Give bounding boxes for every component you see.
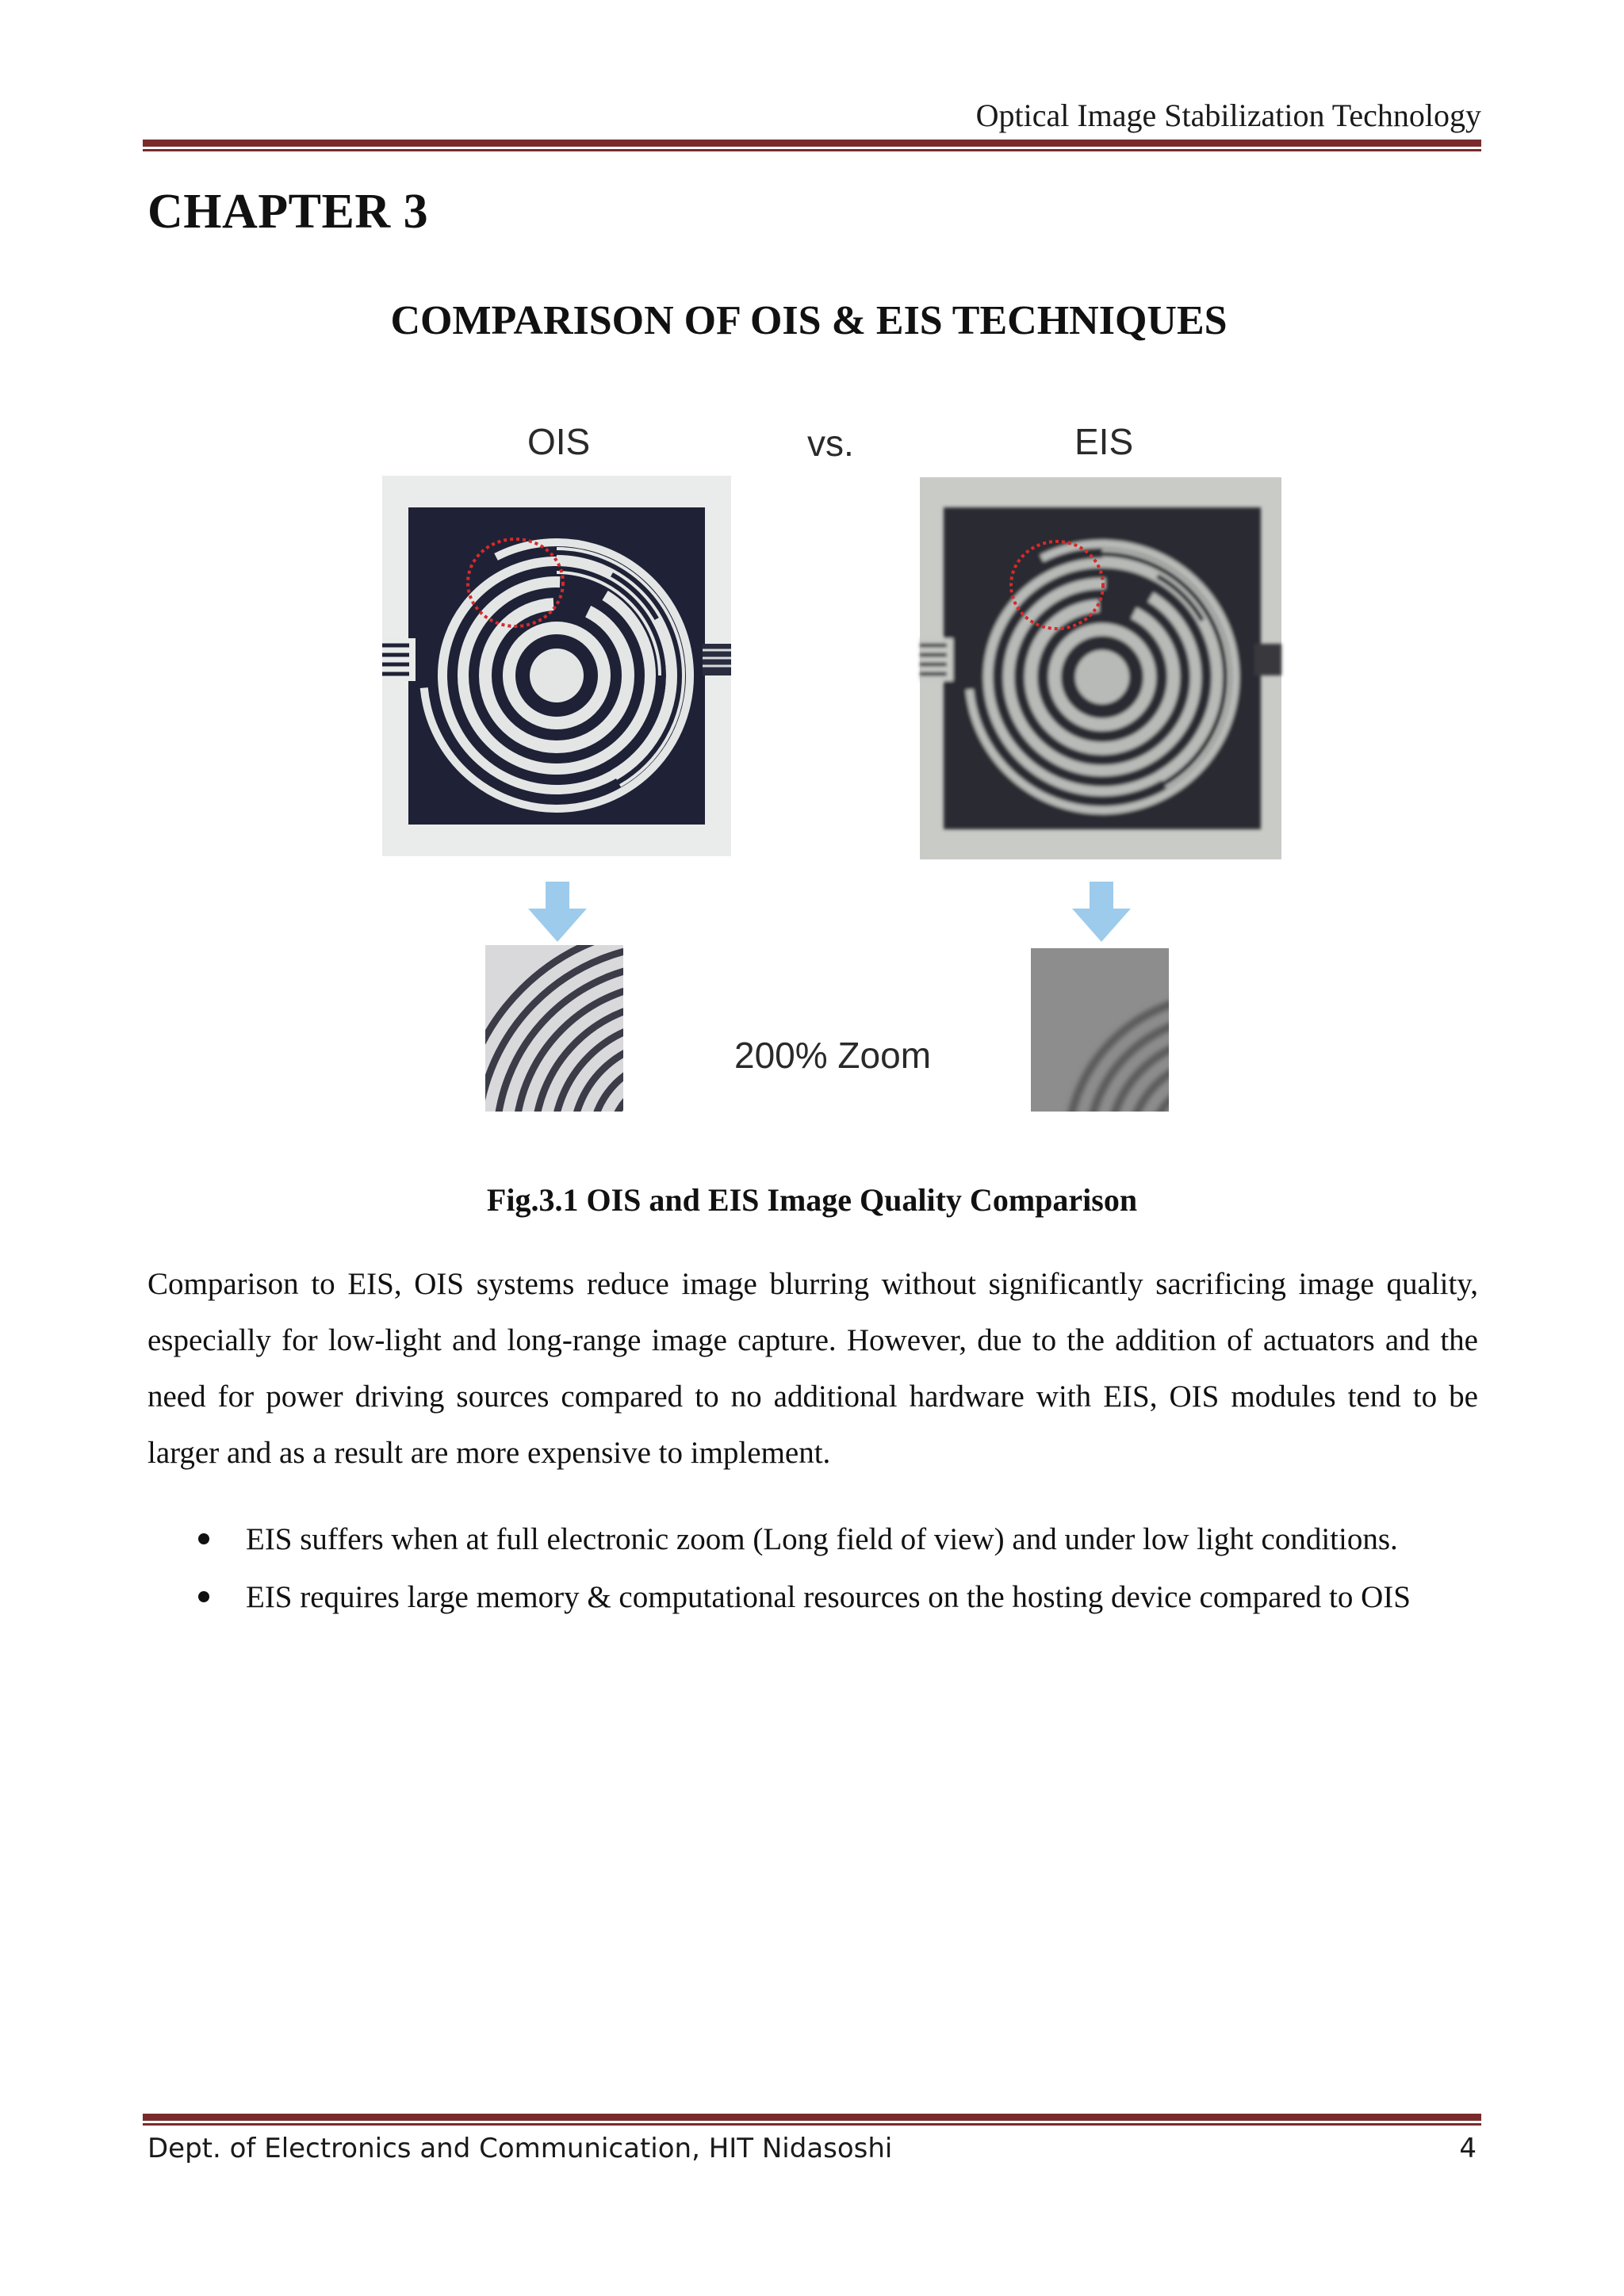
figure-label-vs: vs. [807,423,854,464]
ois-zoom-crop [458,926,890,1126]
footer-rule [143,2114,1481,2126]
bullet-text: EIS requires large memory & computational resources on the hosting device compared to OIS [246,1580,1411,1614]
bullet-item [147,1569,1478,1625]
comparison-illustration [373,412,1308,1126]
figure-label-eis: EIS [1074,421,1134,462]
figure-label-ois: OIS [527,421,591,462]
chapter-title-text: COMPARISON OF OIS & EIS TECHNIQUES [390,298,1228,343]
bullet-list [147,1511,1478,1627]
comparison-figure [373,412,1308,1126]
bullet-dot-icon [198,1591,209,1602]
running-header-title: Optical Image Stabilization Technology [975,98,1481,133]
chapter-title [0,297,1624,344]
figure-caption: Fig.3.1 OIS and EIS Image Quality Comparison [486,1182,1138,1218]
down-arrow-icon [528,882,1131,942]
chapter-label: CHAPTER 3 [147,185,429,239]
figure-label-zoom: 200% Zoom [734,1035,932,1076]
bullet-text: EIS suffers when at full electronic zoom (Long field of view) and under low light conditions. [246,1522,1398,1556]
eis-test-chart [920,477,1284,859]
page-number: 4 [1459,2133,1477,2164]
eis-zoom-crop [1031,948,1308,1126]
footer-department: Dept. of Electronics and Communication, HIT Nidasoshi [147,2133,893,2164]
body-paragraph: Comparison to EIS, OIS systems reduce image blurring without significantly sacrificing image quality, especially for low-light and long-range image capture. However, due to the addition of actuators and the need for power driving sources compared to no additional hardware with EIS, OIS modules tend to be larger and as a result are more expensive to implement. [147,1267,1478,1470]
bullet-item [147,1511,1478,1567]
ois-test-chart [375,476,739,857]
bullet-dot-icon [198,1533,209,1544]
header-rule [143,140,1481,152]
